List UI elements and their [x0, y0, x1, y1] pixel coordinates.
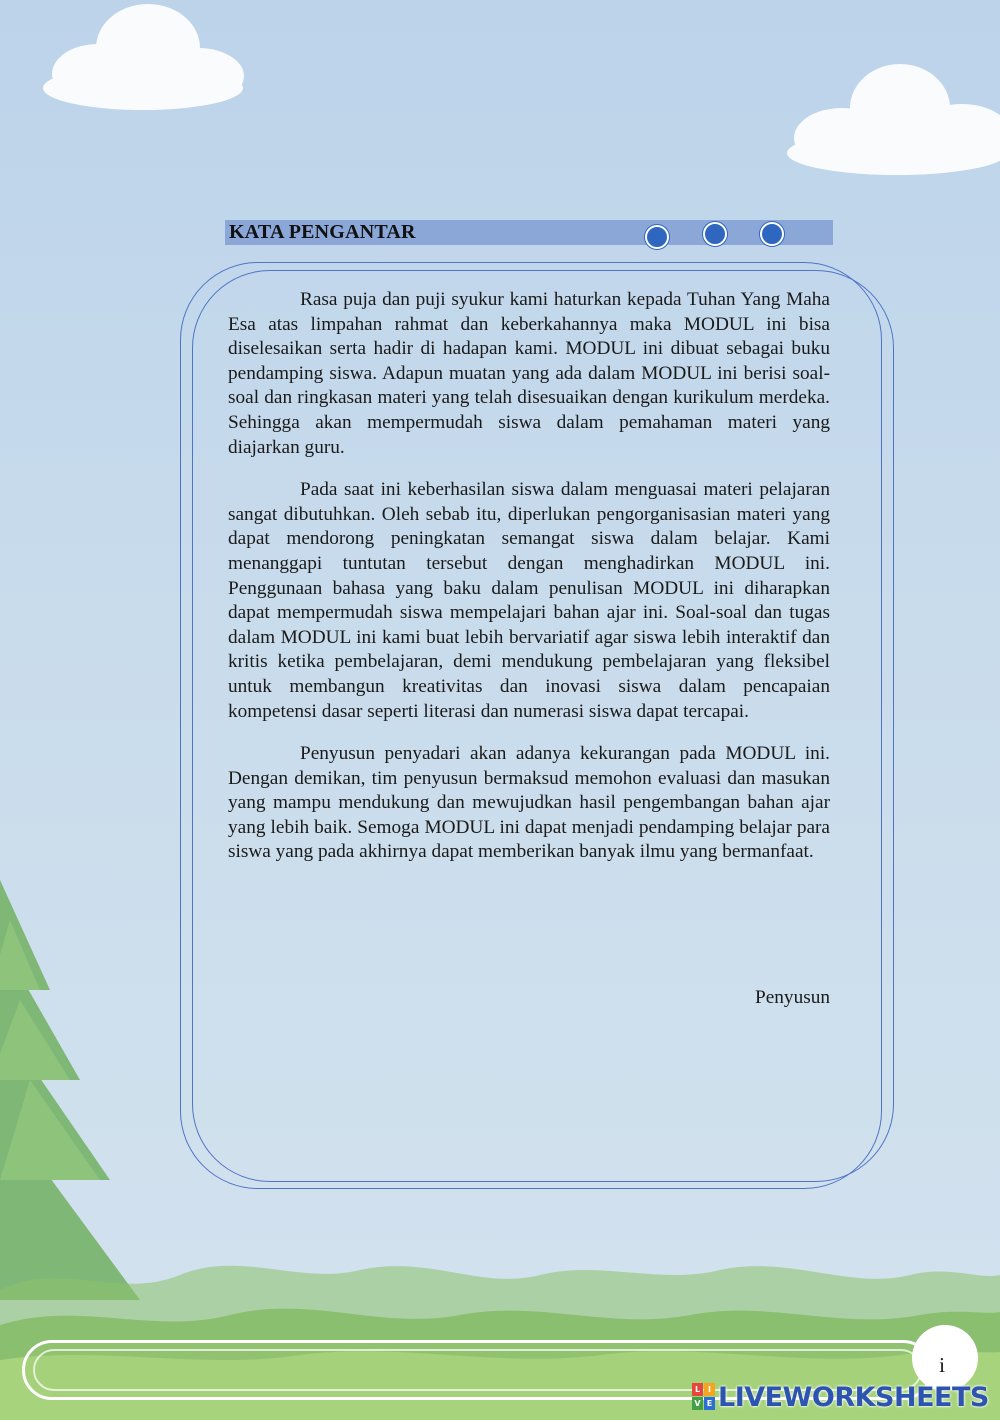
- decorative-dot-icon: [645, 225, 669, 249]
- decorative-dot-icon: [703, 222, 727, 246]
- liveworksheets-wordmark: LIVEWORKSHEETS: [718, 1381, 989, 1413]
- decorative-dot-icon: [760, 222, 784, 246]
- logo-letter: I: [704, 1383, 715, 1396]
- preface-body: [228, 288, 830, 883]
- paragraph: Penyusun penyadari akan adanya kekurangan pada MODUL ini. Dengan demikan, tim penyusun bermaksud memohon evaluasi dan masukan yang mampu mendukung dan mewujudkan hasil pengembangan bahan ajar yang lebih baik. Semoga MODUL ini dapat menjadi pendamping belajar para siswa yang pada akhirnya dapat memberikan banyak ilmu yang bermanfaat.: [228, 743, 830, 863]
- logo-letter: E: [704, 1397, 715, 1410]
- liveworksheets-logo-icon: [692, 1383, 716, 1411]
- section-title: KATA PENGANTAR: [229, 221, 416, 243]
- cloud-icon: [28, 0, 258, 115]
- logo-letter: L: [692, 1383, 703, 1396]
- paragraph: Pada saat ini keberhasilan siswa dalam menguasai materi pelajaran sangat dibutuhkan. Oleh sebab itu, diperlukan pengorganisasian materi yang dapat mendorong peningkatan semangat siswa dalam belajar. Kami menanggapi tuntutan tersebut dengan menghadirkan MODUL ini. Penggunaan bahasa yang baku dalam penulisan MODUL ini diharapkan dapat mempermudah siswa mempelajari bahan ajar ini. Soal-soal dan tugas dalam MODUL ini kami buat lebih bervariatif agar siswa lebih interaktif dan kritis ketika pembelajaran, demi mendukung pembelajaran yang fleksibel untuk membangun kreativitas dan inovasi siswa dalam pencapaian kompetensi dasar seperti literasi dan numerasi siswa dapat tercapai.: [228, 479, 830, 722]
- liveworksheets-watermark: [692, 1380, 989, 1414]
- page-number: i: [939, 1353, 945, 1377]
- cloud-icon: [772, 58, 1000, 178]
- signature: Penyusun: [755, 987, 830, 1008]
- section-header-bar: [225, 220, 833, 245]
- logo-letter: V: [692, 1397, 703, 1410]
- paragraph: Rasa puja dan puji syukur kami haturkan kepada Tuhan Yang Maha Esa atas limpahan rahmat dan keberkahannya maka MODUL ini bisa diselesaikan serta hadir di hadapan kami. MODUL ini dibuat sebagai buku pendamping siswa. Adapun muatan yang ada dalam MODUL ini berisi soal-soal dan ringkasan materi yang telah disesuaikan dengan kurikulum merdeka. Sehingga akan mempermudah siswa dalam pemahaman materi yang diajarkan guru.: [228, 289, 830, 458]
